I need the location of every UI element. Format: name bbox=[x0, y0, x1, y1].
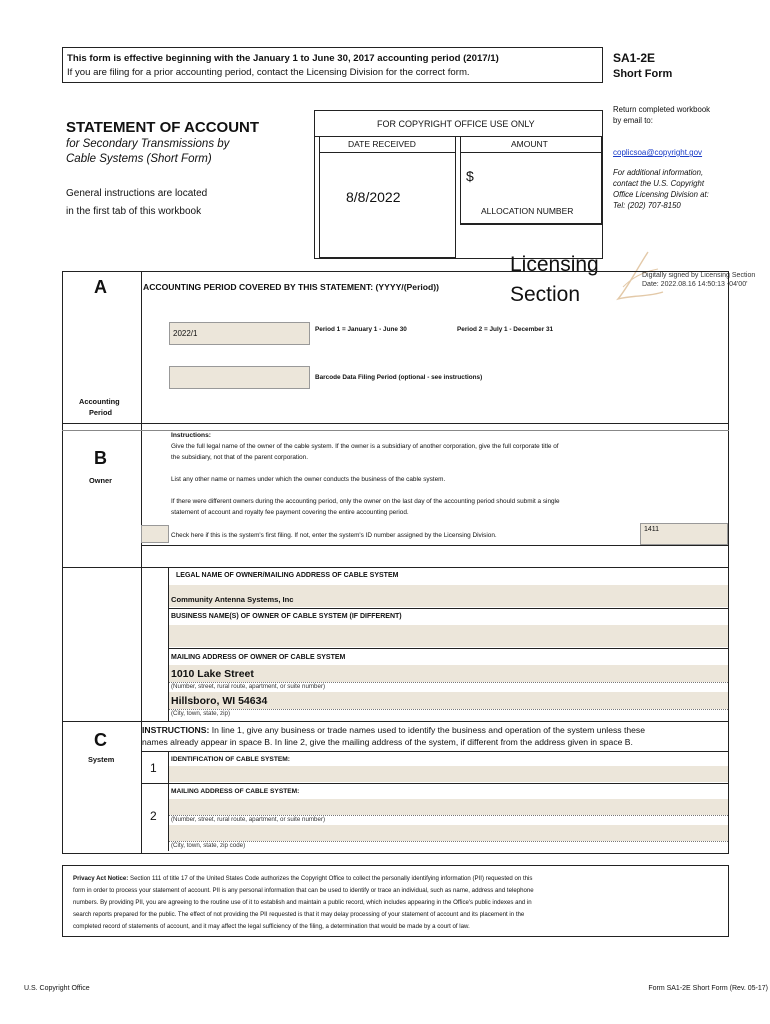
system-street-hint: (Number, street, rural route, apartment, or suite number) bbox=[171, 816, 326, 823]
section-b-instructions-title: Instructions: bbox=[171, 432, 211, 439]
signature-signed-by: Digitally signed by Licensing Section bbox=[642, 272, 756, 279]
privacy-line3: numbers. By providing PII, you are agreeing to the routine use of it to establish and maintain a public record, which includes appearing in the Office's public indexes and in bbox=[73, 899, 532, 906]
section-c-instructions-line2: names already appear in space B. In line 2, give the mailing address of the system, if different from the address given in space B. bbox=[142, 737, 633, 747]
section-c-instructions-bold: INSTRUCTIONS: bbox=[142, 725, 210, 735]
period-2-note: Period 2 = July 1 - December 31 bbox=[457, 326, 554, 333]
first-filing-checkbox[interactable] bbox=[141, 525, 169, 543]
section-c-side-label: System bbox=[88, 755, 115, 764]
section-b-instruction-3: List any other name or names under which the owner conducts the business of the cable system. bbox=[171, 476, 446, 483]
section-c-instructions-line1 bbox=[142, 726, 645, 736]
section-b-instruction-5: statement of account and royalty fee payment covering the entire accounting period. bbox=[171, 509, 409, 516]
page-title: STATEMENT OF ACCOUNT bbox=[66, 119, 260, 136]
accounting-period-heading: ACCOUNTING PERIOD COVERED BY THIS STATEMENT: (YYYY/(Period)) bbox=[143, 282, 440, 292]
privacy-line5: completed record of statements of account, and it may affect the legal sufficiency of the filing, a determination that would be made by a court of law. bbox=[73, 923, 470, 930]
system-mailing-label: MAILING ADDRESS OF CABLE SYSTEM: bbox=[171, 788, 300, 795]
city-value[interactable]: Hillsboro, WI 54634 bbox=[171, 695, 268, 707]
privacy-bold: Privacy Act Notice: bbox=[73, 875, 129, 882]
system-street-field[interactable] bbox=[169, 799, 728, 815]
system-id-input[interactable] bbox=[640, 523, 728, 545]
effective-notice-line2: If you are filing for a prior accounting period, contact the Licensing Division for the correct form. bbox=[67, 67, 470, 78]
form-type: Short Form bbox=[613, 68, 673, 80]
privacy-line4: search reports prepared for the public. The effect of not providing the PII requested is that it may delay processing of your statement of account and its placement in the bbox=[73, 911, 525, 918]
email-link[interactable]: coplicsoa@copyright.gov bbox=[613, 148, 703, 157]
form-code: SA1-2E bbox=[613, 51, 656, 65]
page-subtitle-line1: for Secondary Transmissions by bbox=[66, 138, 230, 150]
barcode-note: Barcode Data Filing Period (optional - see instructions) bbox=[315, 374, 483, 381]
legal-name-label: LEGAL NAME OF OWNER/MAILING ADDRESS OF CABLE SYSTEM bbox=[176, 572, 399, 579]
office-use-heading: FOR COPYRIGHT OFFICE USE ONLY bbox=[377, 119, 535, 129]
section-c-instructions-text1: In line 1, give any business or trade names used to identify the business and operation of the system unless these bbox=[209, 725, 646, 735]
line-1-number: 1 bbox=[150, 761, 157, 775]
privacy-text1: Section 111 of title 17 of the United States Code authorizes the Copyright Office to collect the personally identifying information (PII) requested on this bbox=[128, 875, 533, 882]
section-b-side-label: Owner bbox=[89, 476, 112, 485]
signature-date: Date: 2022.08.16 14:50:13 -04'00' bbox=[642, 281, 748, 288]
section-a-side-label-line1: Accounting bbox=[79, 397, 120, 406]
info-line4: Tel: (202) 707-8150 bbox=[613, 201, 681, 210]
business-names-label: BUSINESS NAME(S) OF OWNER OF CABLE SYSTEM (IF DIFFERENT) bbox=[171, 613, 402, 620]
amount-label: AMOUNT bbox=[511, 139, 548, 149]
info-line2: contact the U.S. Copyright bbox=[613, 179, 705, 188]
info-line3: Office Licensing Division at: bbox=[613, 190, 709, 199]
first-filing-label: Check here if this is the system's first filing. If not, enter the system's ID number assigned by the Licensing Division. bbox=[171, 532, 497, 539]
effective-notice-line1: This form is effective beginning with the January 1 to June 30, 2017 accounting period (2017/1) bbox=[67, 53, 499, 64]
privacy-line2: form in order to process your statement of account. PII is any personal information that can be used to identify or trace an individual, such as name, address and telephone bbox=[73, 887, 534, 894]
privacy-line1 bbox=[73, 875, 532, 882]
section-b-instruction-1: Give the full legal name of the owner of the cable system. If the owner is a subsidiary of another corporation, give the full corporate title of bbox=[171, 443, 559, 450]
footer-right: Form SA1-2E Short Form (Rev. 05-17) bbox=[648, 985, 768, 992]
identification-label: IDENTIFICATION OF CABLE SYSTEM: bbox=[171, 756, 290, 763]
section-b-instruction-2: the subsidiary, not that of the parent corporation. bbox=[171, 454, 309, 461]
line-2-number: 2 bbox=[150, 809, 157, 823]
section-c-letter: C bbox=[94, 730, 107, 750]
identification-field[interactable] bbox=[169, 766, 728, 782]
system-city-field[interactable] bbox=[169, 825, 728, 841]
dollar-sign: $ bbox=[466, 168, 474, 184]
return-instructions-line1: Return completed workbook bbox=[613, 105, 711, 114]
section-b-letter: B bbox=[94, 448, 107, 468]
city-hint: (City, town, state, zip) bbox=[171, 710, 231, 717]
business-names-field[interactable] bbox=[169, 625, 728, 647]
return-instructions-line2: by email to: bbox=[613, 116, 653, 125]
section-a-side-label-line2: Period bbox=[89, 408, 112, 417]
mailing-address-label: MAILING ADDRESS OF OWNER OF CABLE SYSTEM bbox=[171, 654, 346, 661]
street-value[interactable]: 1010 Lake Street bbox=[171, 668, 254, 680]
page-subtitle-line2: Cable Systems (Short Form) bbox=[66, 153, 212, 165]
signature-name-line1: Licensing bbox=[510, 253, 599, 276]
section-b-instruction-4: If there were different owners during the accounting period, only the owner on the last day of the accounting period should submit a single bbox=[171, 498, 560, 505]
footer-left: U.S. Copyright Office bbox=[24, 985, 90, 992]
street-hint: (Number, street, rural route, apartment, or suite number) bbox=[171, 683, 326, 690]
date-received-label: DATE RECEIVED bbox=[348, 139, 416, 149]
general-instructions-line2: in the first tab of this workbook bbox=[66, 206, 202, 217]
signature-name-line2: Section bbox=[510, 283, 581, 306]
general-instructions-line1: General instructions are located bbox=[66, 188, 208, 199]
system-city-hint: (City, town, state, zip code) bbox=[171, 842, 246, 849]
date-received-value: 8/8/2022 bbox=[346, 189, 401, 205]
legal-name-value[interactable]: Community Antenna Systems, Inc bbox=[171, 595, 294, 604]
accounting-period-input[interactable] bbox=[169, 322, 310, 345]
barcode-period-input[interactable] bbox=[169, 366, 310, 389]
section-a-letter: A bbox=[94, 277, 107, 297]
info-line1: For additional information, bbox=[613, 168, 704, 177]
period-1-note: Period 1 = January 1 - June 30 bbox=[315, 326, 407, 333]
allocation-number-label: ALLOCATION NUMBER bbox=[481, 206, 574, 216]
